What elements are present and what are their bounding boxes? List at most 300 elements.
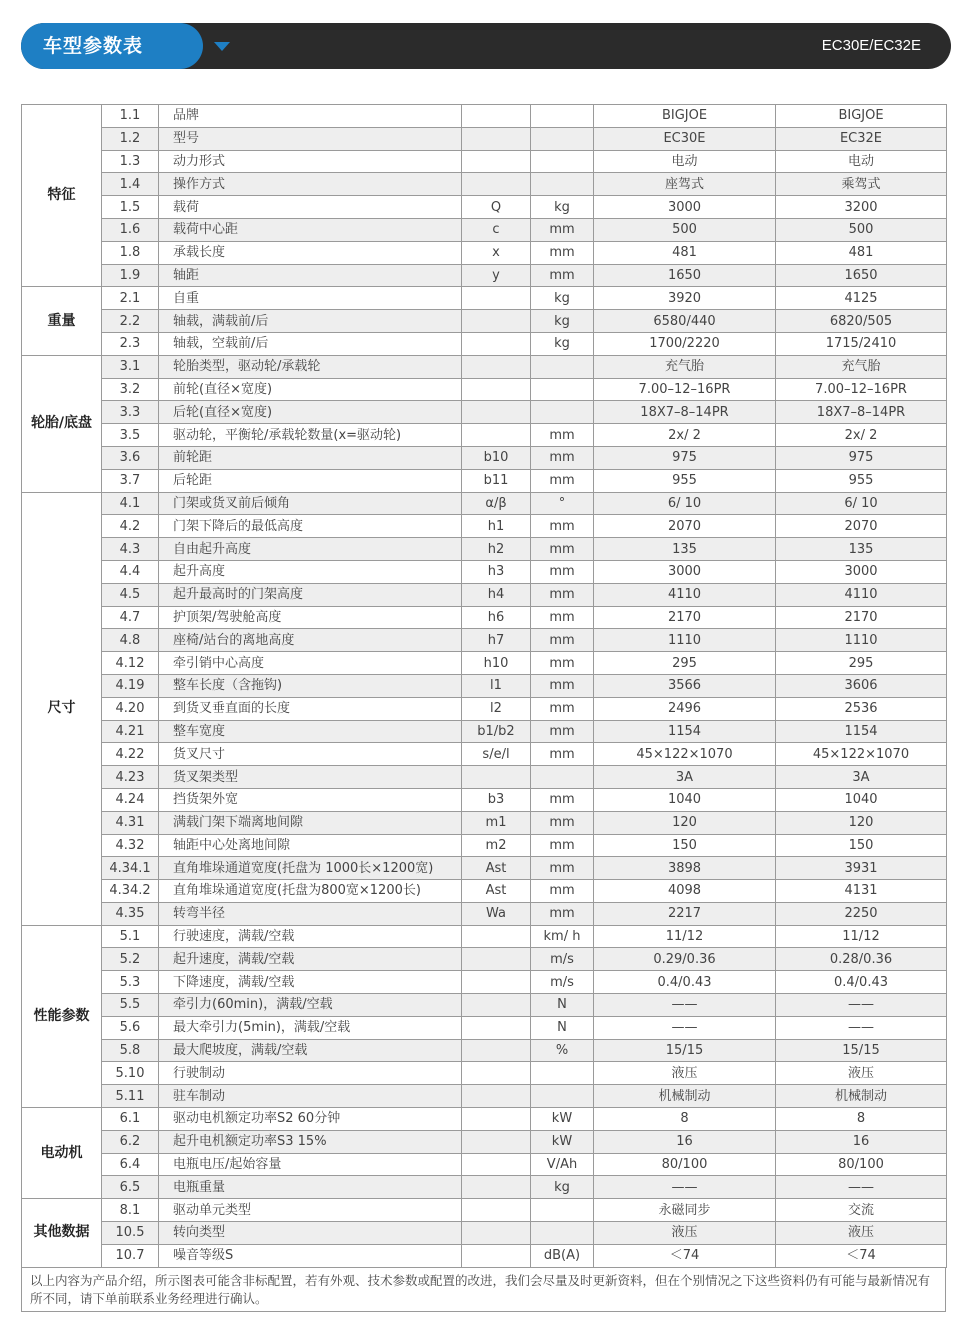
ec30e-value: 1650 <box>594 264 776 287</box>
table-row <box>22 1222 947 1245</box>
param-symbol <box>462 287 531 310</box>
ec32e-value: 16 <box>776 1130 947 1153</box>
param-symbol: m1 <box>462 811 531 834</box>
ec32e-value: 1715/2410 <box>776 332 947 355</box>
ec32e-value: 1040 <box>776 788 947 811</box>
group-label: 重量 <box>22 287 102 355</box>
param-name: 行驶制动 <box>159 1062 462 1085</box>
param-symbol: b11 <box>462 469 531 492</box>
ec32e-value: 120 <box>776 811 947 834</box>
table-row <box>22 287 947 310</box>
param-symbol <box>462 150 531 173</box>
param-name: 型号 <box>159 127 462 150</box>
param-unit: mm <box>531 538 594 561</box>
disclaimer-note: 以上内容为产品介绍，所示图表可能含非标配置，若有外观、技术参数或配置的改进，我们会尽量及时更新资料，但在个别情况之下这些资料仍有可能与最新情况有所不同，请下单前联系业务经理进行确认。 <box>21 1267 946 1312</box>
row-code: 4.31 <box>102 811 159 834</box>
param-symbol: b10 <box>462 446 531 469</box>
param-unit: % <box>531 1039 594 1062</box>
param-symbol <box>462 948 531 971</box>
ec32e-value: 15/15 <box>776 1039 947 1062</box>
param-unit: mm <box>531 218 594 241</box>
ec30e-value: 2070 <box>594 515 776 538</box>
ec30e-value: 液压 <box>594 1222 776 1245</box>
ec32e-value: 150 <box>776 834 947 857</box>
ec30e-value: 150 <box>594 834 776 857</box>
row-code: 4.35 <box>102 902 159 925</box>
param-unit <box>531 173 594 196</box>
param-unit <box>531 105 594 128</box>
param-unit <box>531 401 594 424</box>
param-name: 轮胎类型，驱动轮/承载轮 <box>159 355 462 378</box>
ec32e-value: 45×122×1070 <box>776 743 947 766</box>
ec32e-value: 3A <box>776 766 947 789</box>
table-row <box>22 629 947 652</box>
table-row <box>22 834 947 857</box>
param-symbol <box>462 925 531 948</box>
ec32e-value: 975 <box>776 446 947 469</box>
param-name: 直角堆垛通道宽度(托盘为800宽×1200长) <box>159 880 462 903</box>
param-symbol <box>462 971 531 994</box>
ec32e-value: EC32E <box>776 127 947 150</box>
ec32e-value: 7.00–12–16PR <box>776 378 947 401</box>
ec32e-value: —— <box>776 1176 947 1199</box>
ec30e-value: 16 <box>594 1130 776 1153</box>
param-symbol: Wa <box>462 902 531 925</box>
ec32e-value: 2170 <box>776 606 947 629</box>
ec32e-value: 4125 <box>776 287 947 310</box>
row-code: 6.1 <box>102 1108 159 1131</box>
table-row <box>22 1130 947 1153</box>
param-unit: mm <box>531 880 594 903</box>
ec32e-value: 18X7–8–14PR <box>776 401 947 424</box>
table-row <box>22 743 947 766</box>
row-code: 2.3 <box>102 332 159 355</box>
table-row <box>22 515 947 538</box>
param-name: 门架或货叉前后倾角 <box>159 492 462 515</box>
ec30e-value: 120 <box>594 811 776 834</box>
param-unit: mm <box>531 629 594 652</box>
param-name: 电瓶重量 <box>159 1176 462 1199</box>
ec32e-value: 80/100 <box>776 1153 947 1176</box>
param-unit <box>531 150 594 173</box>
param-name: 门架下降后的最低高度 <box>159 515 462 538</box>
ec30e-value: 3000 <box>594 560 776 583</box>
ec30e-value: 295 <box>594 652 776 675</box>
table-row <box>22 469 947 492</box>
table-row <box>22 652 947 675</box>
param-symbol <box>462 1016 531 1039</box>
ec32e-value: 955 <box>776 469 947 492</box>
table-row <box>22 378 947 401</box>
ec32e-value: 500 <box>776 218 947 241</box>
param-symbol: h1 <box>462 515 531 538</box>
param-name: 牵引力(60min)，满载/空载 <box>159 994 462 1017</box>
param-name: 到货叉垂直面的长度 <box>159 697 462 720</box>
param-unit: mm <box>531 264 594 287</box>
ec32e-value: 3606 <box>776 674 947 697</box>
table-row <box>22 218 947 241</box>
table-row <box>22 1062 947 1085</box>
param-symbol: h2 <box>462 538 531 561</box>
param-unit: km/ h <box>531 925 594 948</box>
param-symbol: m2 <box>462 834 531 857</box>
table-row <box>22 173 947 196</box>
row-code: 4.23 <box>102 766 159 789</box>
table-row <box>22 310 947 333</box>
table-row <box>22 606 947 629</box>
row-code: 1.6 <box>102 218 159 241</box>
param-unit <box>531 127 594 150</box>
param-symbol: α/β <box>462 492 531 515</box>
param-symbol <box>462 1108 531 1131</box>
table-row <box>22 105 947 128</box>
ec30e-value: 6580/440 <box>594 310 776 333</box>
param-name: 噪音等级S <box>159 1244 462 1267</box>
param-unit: mm <box>531 834 594 857</box>
param-name: 驱动电机额定功率S2 60分钟 <box>159 1108 462 1131</box>
param-symbol: c <box>462 218 531 241</box>
param-unit: kg <box>531 196 594 219</box>
row-code: 3.6 <box>102 446 159 469</box>
table-row <box>22 401 947 424</box>
row-code: 6.4 <box>102 1153 159 1176</box>
param-unit <box>531 1062 594 1085</box>
param-name: 整车宽度 <box>159 720 462 743</box>
param-name: 动力形式 <box>159 150 462 173</box>
param-symbol: h3 <box>462 560 531 583</box>
table-row <box>22 241 947 264</box>
ec30e-value: 0.29/0.36 <box>594 948 776 971</box>
param-symbol <box>462 310 531 333</box>
param-symbol: x <box>462 241 531 264</box>
table-row <box>22 766 947 789</box>
table-row <box>22 902 947 925</box>
param-unit: V/Ah <box>531 1153 594 1176</box>
row-code: 3.2 <box>102 378 159 401</box>
table-row <box>22 538 947 561</box>
param-symbol <box>462 332 531 355</box>
param-symbol <box>462 401 531 424</box>
param-symbol: h6 <box>462 606 531 629</box>
param-unit: kg <box>531 332 594 355</box>
param-unit: kg <box>531 310 594 333</box>
row-code: 4.7 <box>102 606 159 629</box>
param-unit: dB(A) <box>531 1244 594 1267</box>
ec32e-value: 1110 <box>776 629 947 652</box>
param-symbol: s/e/l <box>462 743 531 766</box>
table-row <box>22 264 947 287</box>
row-code: 4.34.1 <box>102 857 159 880</box>
param-unit: mm <box>531 515 594 538</box>
ec32e-value: 3000 <box>776 560 947 583</box>
table-row <box>22 1199 947 1222</box>
param-symbol: Ast <box>462 880 531 903</box>
table-row <box>22 788 947 811</box>
param-unit: N <box>531 994 594 1017</box>
param-unit: kW <box>531 1130 594 1153</box>
param-unit: kg <box>531 287 594 310</box>
row-code: 3.7 <box>102 469 159 492</box>
row-code: 4.21 <box>102 720 159 743</box>
param-unit: mm <box>531 560 594 583</box>
row-code: 4.19 <box>102 674 159 697</box>
group-label: 特征 <box>22 105 102 287</box>
table-row <box>22 857 947 880</box>
table-row <box>22 1016 947 1039</box>
param-unit <box>531 378 594 401</box>
param-unit <box>531 1199 594 1222</box>
param-name: 货叉架类型 <box>159 766 462 789</box>
ec30e-value: 3920 <box>594 287 776 310</box>
row-code: 4.1 <box>102 492 159 515</box>
row-code: 6.2 <box>102 1130 159 1153</box>
ec30e-value: 18X7–8–14PR <box>594 401 776 424</box>
param-name: 行驶速度，满载/空载 <box>159 925 462 948</box>
param-unit: mm <box>531 446 594 469</box>
table-row <box>22 971 947 994</box>
ec30e-value: 3A <box>594 766 776 789</box>
ec30e-value: 481 <box>594 241 776 264</box>
param-unit: mm <box>531 606 594 629</box>
param-name: 驻车制动 <box>159 1085 462 1108</box>
param-name: 挡货架外宽 <box>159 788 462 811</box>
header-bar <box>21 23 951 69</box>
table-row <box>22 925 947 948</box>
param-symbol <box>462 1062 531 1085</box>
param-unit: mm <box>531 720 594 743</box>
param-symbol <box>462 1176 531 1199</box>
row-code: 5.8 <box>102 1039 159 1062</box>
table-row <box>22 1039 947 1062</box>
ec32e-value: 3931 <box>776 857 947 880</box>
ec30e-value: 4098 <box>594 880 776 903</box>
ec32e-value: 6820/505 <box>776 310 947 333</box>
param-name: 轴距 <box>159 264 462 287</box>
param-symbol <box>462 127 531 150</box>
group-label: 其他数据 <box>22 1199 102 1267</box>
param-name: 整车长度（含拖钩) <box>159 674 462 697</box>
param-symbol <box>462 105 531 128</box>
param-name: 满载门架下端离地间隙 <box>159 811 462 834</box>
ec32e-value: 乘驾式 <box>776 173 947 196</box>
param-name: 起升最高时的门架高度 <box>159 583 462 606</box>
param-name: 转向类型 <box>159 1222 462 1245</box>
param-name: 自重 <box>159 287 462 310</box>
table-row <box>22 355 947 378</box>
row-code: 1.3 <box>102 150 159 173</box>
ec32e-value: 295 <box>776 652 947 675</box>
row-code: 5.3 <box>102 971 159 994</box>
ec32e-value: 481 <box>776 241 947 264</box>
ec32e-value: 8 <box>776 1108 947 1131</box>
ec30e-value: 1700/2220 <box>594 332 776 355</box>
param-unit: mm <box>531 788 594 811</box>
ec32e-value: 0.4/0.43 <box>776 971 947 994</box>
table-row <box>22 1176 947 1199</box>
param-name: 自由起升高度 <box>159 538 462 561</box>
param-unit: mm <box>531 652 594 675</box>
ec30e-value: 6/ 10 <box>594 492 776 515</box>
param-name: 品牌 <box>159 105 462 128</box>
param-symbol: Q <box>462 196 531 219</box>
ec32e-value: —— <box>776 1016 947 1039</box>
param-unit: kg <box>531 1176 594 1199</box>
param-unit: N <box>531 1016 594 1039</box>
ec32e-value: 2x/ 2 <box>776 424 947 447</box>
param-name: 最大爬坡度，满载/空载 <box>159 1039 462 1062</box>
row-code: 10.5 <box>102 1222 159 1245</box>
param-unit: mm <box>531 697 594 720</box>
param-unit <box>531 1085 594 1108</box>
ec32e-value: 135 <box>776 538 947 561</box>
row-code: 4.22 <box>102 743 159 766</box>
table-row <box>22 697 947 720</box>
table-row <box>22 492 947 515</box>
row-code: 1.2 <box>102 127 159 150</box>
row-code: 4.12 <box>102 652 159 675</box>
ec32e-value: 4131 <box>776 880 947 903</box>
param-symbol: l2 <box>462 697 531 720</box>
table-row <box>22 196 947 219</box>
table-row <box>22 880 947 903</box>
ec30e-value: 充气胎 <box>594 355 776 378</box>
table-row <box>22 1108 947 1131</box>
ec30e-value: 2x/ 2 <box>594 424 776 447</box>
param-symbol <box>462 1199 531 1222</box>
row-code: 8.1 <box>102 1199 159 1222</box>
ec30e-value: 3000 <box>594 196 776 219</box>
param-symbol: b3 <box>462 788 531 811</box>
ec30e-value: 975 <box>594 446 776 469</box>
row-code: 6.5 <box>102 1176 159 1199</box>
param-symbol <box>462 1085 531 1108</box>
table-row <box>22 994 947 1017</box>
spec-table <box>21 104 947 1268</box>
ec32e-value: 2536 <box>776 697 947 720</box>
param-symbol: h10 <box>462 652 531 675</box>
triangle-down-icon <box>214 42 230 51</box>
param-symbol <box>462 1130 531 1153</box>
row-code: 5.11 <box>102 1085 159 1108</box>
param-name: 转弯半径 <box>159 902 462 925</box>
ec30e-value: EC30E <box>594 127 776 150</box>
group-label: 性能参数 <box>22 925 102 1107</box>
param-unit: mm <box>531 241 594 264</box>
ec32e-value: 3200 <box>776 196 947 219</box>
row-code: 3.1 <box>102 355 159 378</box>
row-code: 3.3 <box>102 401 159 424</box>
table-row <box>22 127 947 150</box>
ec30e-value: 2217 <box>594 902 776 925</box>
param-name: 电瓶电压/起始容量 <box>159 1153 462 1176</box>
ec30e-value: 45×122×1070 <box>594 743 776 766</box>
param-name: 前轮距 <box>159 446 462 469</box>
page-title: 车型参数表 <box>21 23 203 69</box>
ec30e-value: 80/100 <box>594 1153 776 1176</box>
ec30e-value: 永磁同步 <box>594 1199 776 1222</box>
ec30e-value: 500 <box>594 218 776 241</box>
table-row <box>22 332 947 355</box>
param-symbol: h7 <box>462 629 531 652</box>
row-code: 1.5 <box>102 196 159 219</box>
param-name: 后轮(直径×宽度) <box>159 401 462 424</box>
param-symbol <box>462 378 531 401</box>
param-unit: mm <box>531 902 594 925</box>
row-code: 1.4 <box>102 173 159 196</box>
param-symbol: b1/b2 <box>462 720 531 743</box>
ec30e-value: 座驾式 <box>594 173 776 196</box>
group-label: 尺寸 <box>22 492 102 925</box>
param-name: 驱动轮，平衡轮/承载轮数量(x=驱动轮) <box>159 424 462 447</box>
ec30e-value: 11/12 <box>594 925 776 948</box>
ec30e-value: 1040 <box>594 788 776 811</box>
ec30e-value: 机械制动 <box>594 1085 776 1108</box>
param-symbol <box>462 766 531 789</box>
ec32e-value: 电动 <box>776 150 947 173</box>
ec32e-value: BIGJOE <box>776 105 947 128</box>
param-symbol <box>462 173 531 196</box>
ec32e-value: 1650 <box>776 264 947 287</box>
ec30e-value: 液压 <box>594 1062 776 1085</box>
ec30e-value: ＜74 <box>594 1244 776 1267</box>
param-symbol <box>462 355 531 378</box>
table-row <box>22 446 947 469</box>
group-label: 电动机 <box>22 1108 102 1199</box>
row-code: 4.8 <box>102 629 159 652</box>
param-symbol: Ast <box>462 857 531 880</box>
ec30e-value: 0.4/0.43 <box>594 971 776 994</box>
ec32e-value: 2250 <box>776 902 947 925</box>
param-name: 驱动单元类型 <box>159 1199 462 1222</box>
param-unit: mm <box>531 583 594 606</box>
param-name: 轴载，空载前/后 <box>159 332 462 355</box>
ec30e-value: 1154 <box>594 720 776 743</box>
row-code: 4.3 <box>102 538 159 561</box>
table-row <box>22 583 947 606</box>
param-name: 护顶架/驾驶舱高度 <box>159 606 462 629</box>
row-code: 4.34.2 <box>102 880 159 903</box>
ec30e-value: 2170 <box>594 606 776 629</box>
row-code: 4.5 <box>102 583 159 606</box>
param-name: 前轮(直径×宽度) <box>159 378 462 401</box>
param-symbol <box>462 994 531 1017</box>
param-unit <box>531 1222 594 1245</box>
ec30e-value: 电动 <box>594 150 776 173</box>
param-symbol <box>462 1222 531 1245</box>
param-symbol: h4 <box>462 583 531 606</box>
row-code: 4.24 <box>102 788 159 811</box>
param-symbol <box>462 1039 531 1062</box>
ec30e-value: 3566 <box>594 674 776 697</box>
ec32e-value: 液压 <box>776 1062 947 1085</box>
table-row <box>22 150 947 173</box>
ec32e-value: 0.28/0.36 <box>776 948 947 971</box>
row-code: 2.2 <box>102 310 159 333</box>
param-unit: kW <box>531 1108 594 1131</box>
table-row <box>22 811 947 834</box>
param-name: 起升电机额定功率S3 15% <box>159 1130 462 1153</box>
table-row <box>22 674 947 697</box>
ec32e-value: 2070 <box>776 515 947 538</box>
param-unit: mm <box>531 811 594 834</box>
param-unit: mm <box>531 743 594 766</box>
param-unit: mm <box>531 424 594 447</box>
table-row <box>22 1153 947 1176</box>
param-unit <box>531 355 594 378</box>
row-code: 4.4 <box>102 560 159 583</box>
row-code: 1.9 <box>102 264 159 287</box>
param-name: 下降速度，满载/空载 <box>159 971 462 994</box>
